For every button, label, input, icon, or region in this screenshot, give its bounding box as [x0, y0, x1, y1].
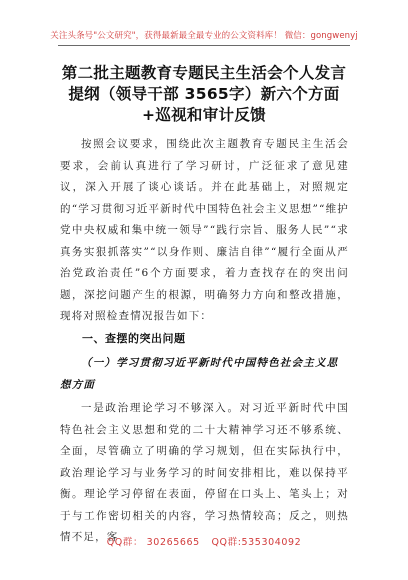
footer-qq-group-1: QQ群： 30265665	[106, 537, 200, 548]
subsection-body-paragraph: 一是政治理论学习不够深入。对习近平新时代中国特色社会主义思想和党的二十大精神学习还不够系统、全面，尽管确立了明确的学习规划，但在实际执行中，政治理论学习与业务学习的时间安排相比，难以保持平衡。理论学习停留在表面，停留在口头上、笔头上；对于与工作密切相关的内容，学习热情较高；反之，则热情不足，客	[60, 402, 349, 543]
subsection-heading: （一）学习贯彻习近平新时代中国特色社会主义思想方面	[60, 357, 339, 391]
header-promo-note: 关注头条号"公文研究"，获得最新最全最专业的公文资料库！ 微信：gongwenyj	[50, 31, 358, 41]
intro-paragraph: 按照会议要求，围绕此次主题教育专题民主生活会要求，会前认真进行了学习研讨，广泛征求了意见建议，深入开展了谈心谈话。并在此基础上，对照规定的“学习贯彻习近平新时代中国特色社会主义思想”“维护党中央权威和集中统一领导”“践行宗旨、服务人民”“求真务实狠抓落实”“以身作则、廉洁自律”“履行全面从严治党政治责任”6个方面要求，着力查找存在的突出问题，深挖问题产生的根源，明确努力方向和整改措施，现将对照检查情况报告如下：	[60, 138, 349, 322]
footer-contact	[0, 534, 408, 548]
header-divider	[58, 45, 350, 46]
document-title: 第二批主题教育专题民主生活会个人发言提纲（领导干部 3565字）新六个方面+巡视和审计反馈	[61, 64, 347, 124]
section-heading: 一、查摆的突出问题	[82, 332, 186, 345]
footer-qq-group-2: QQ群:535304092	[211, 537, 302, 548]
